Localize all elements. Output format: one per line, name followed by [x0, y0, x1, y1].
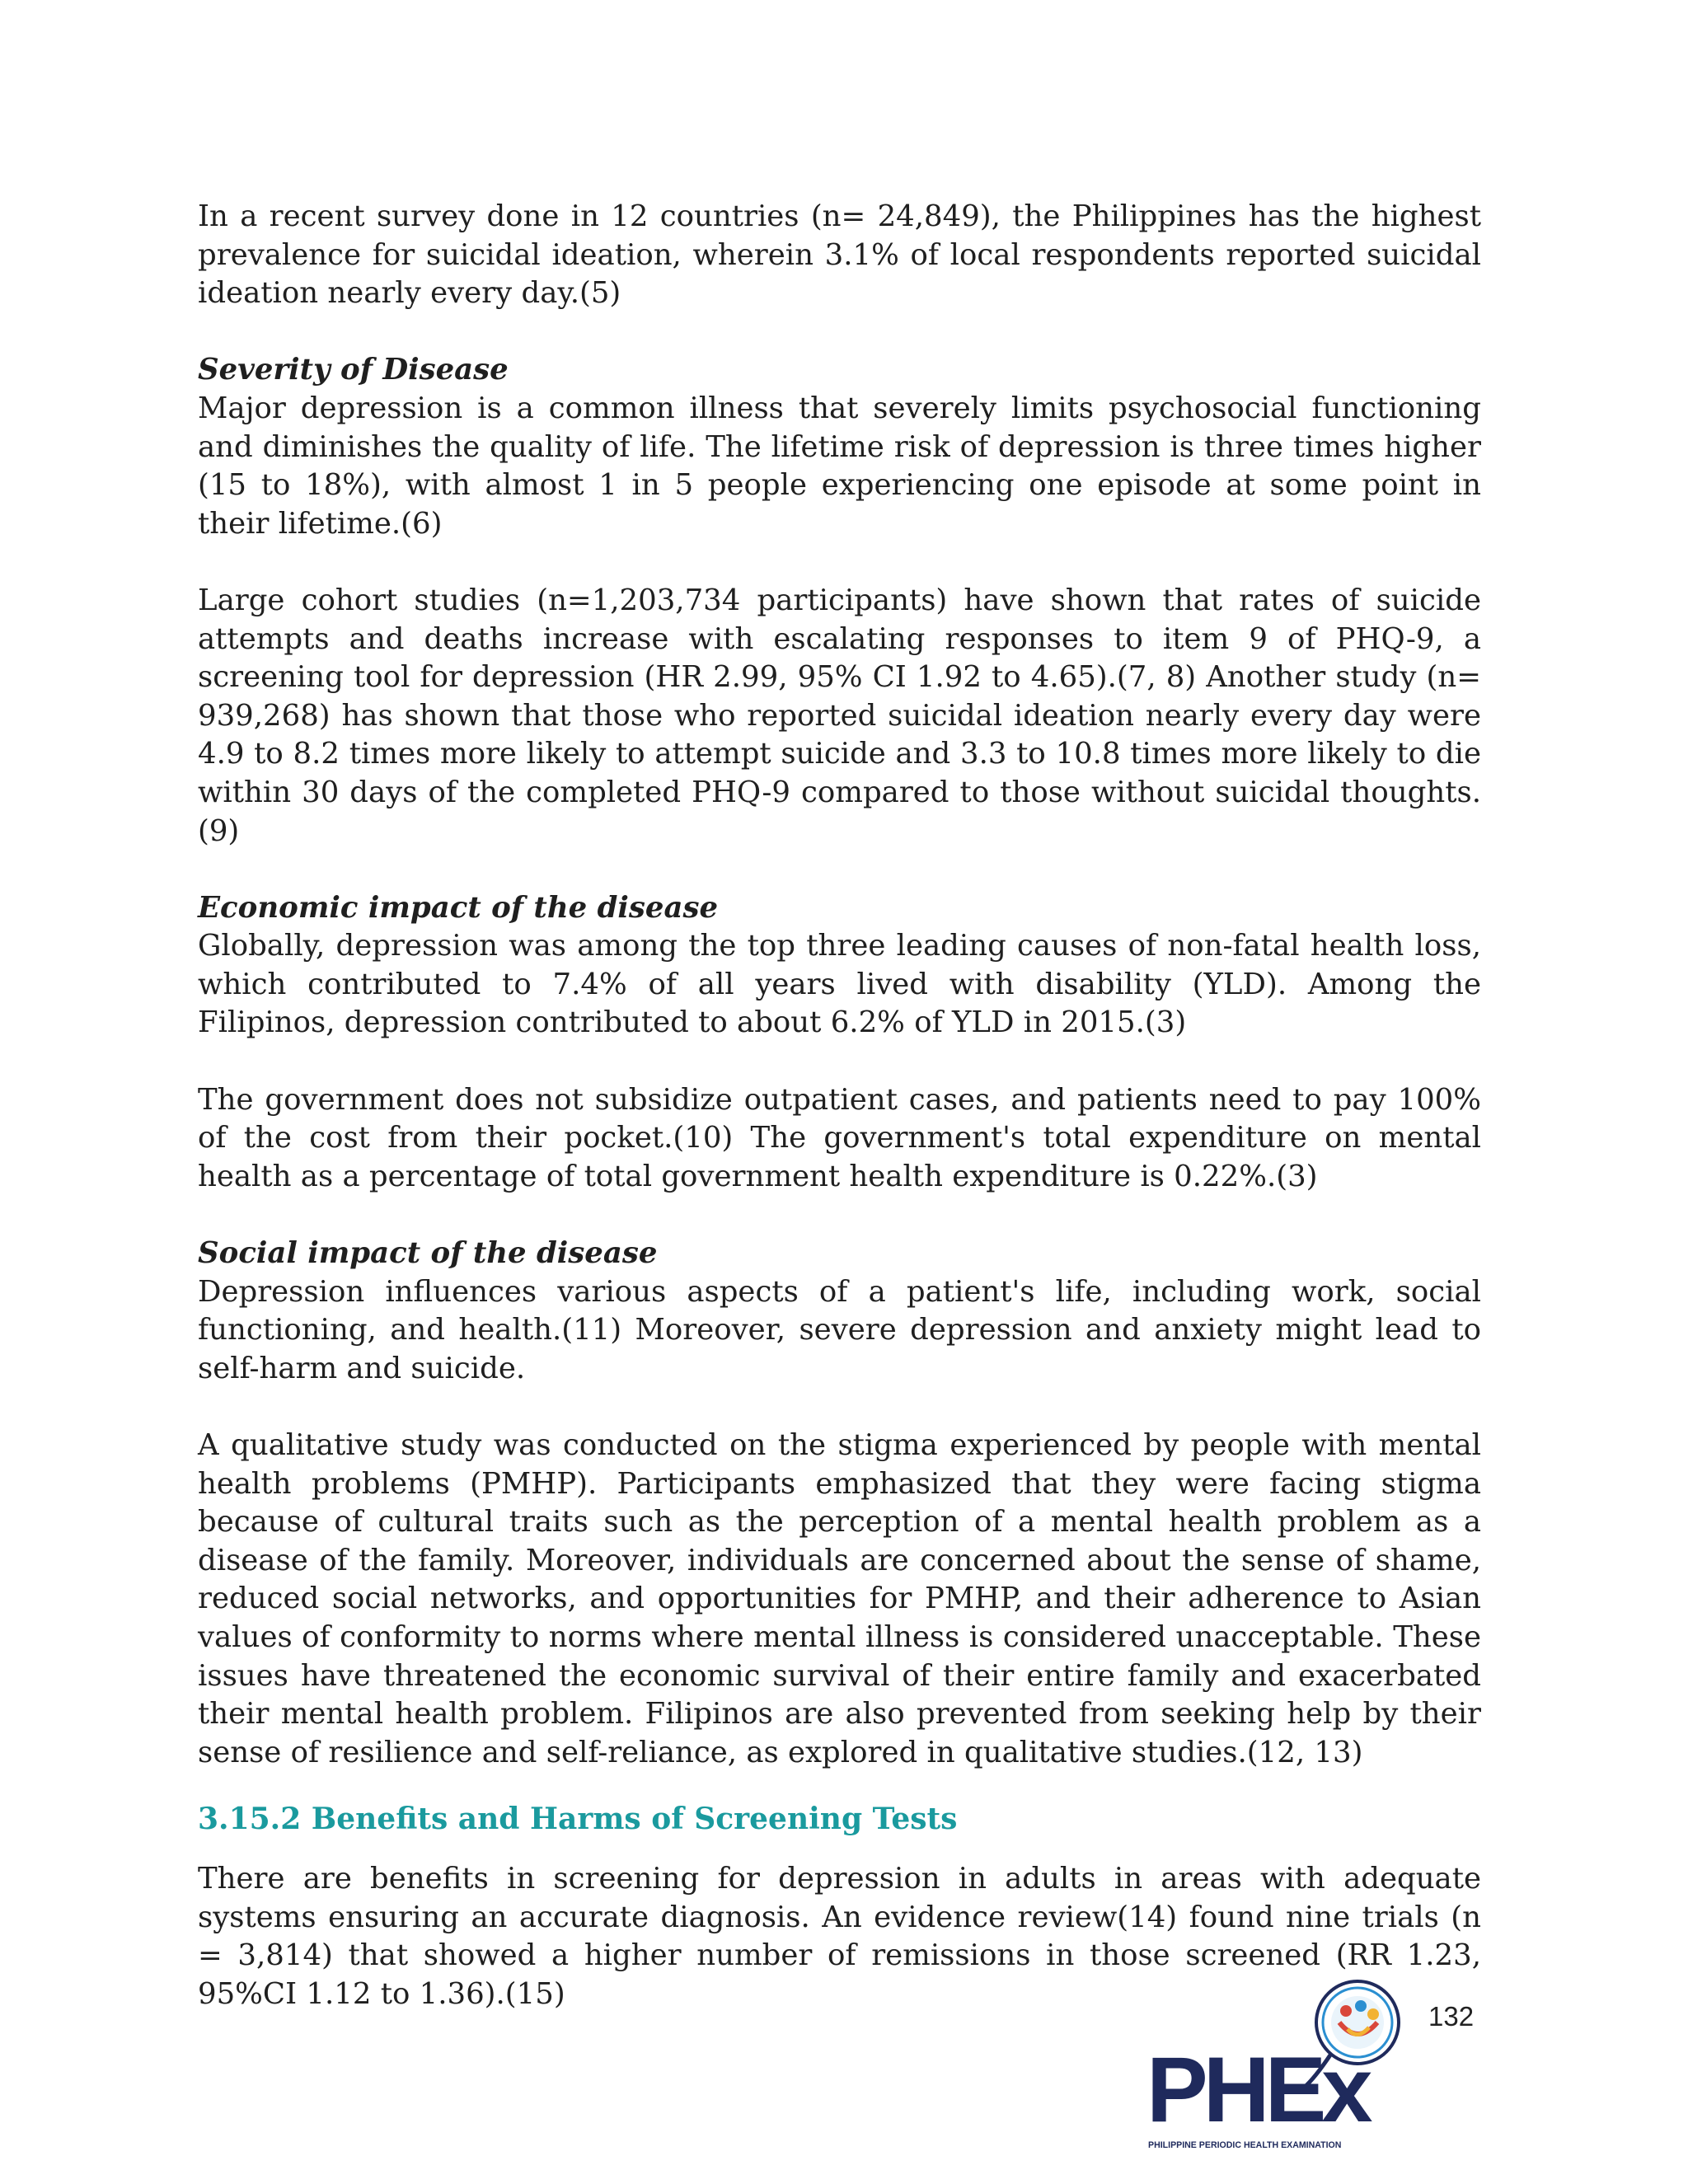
paragraph-social: Depression influences various aspects of a patient's life, including work, social functioning, and health.(11) Moreover, severe depression and anxiety might lead to self-harm and suicide. [198, 1274, 1481, 1385]
paragraph-economic: Globally, depression was among the top three leading causes of non-fatal health loss, which contributed to 7.4% of all years lived with disability (YLD). Among the Filipinos, depression contributed to about 6.2% of YLD in 2015.(3) [198, 929, 1481, 1040]
page-number: 132 [1428, 2001, 1475, 2032]
paragraph-cohort-studies: Large cohort studies (n=1,203,734 participants) have shown that rates of suicide attempts and deaths increase with escalating responses to item 9 of PHQ-9, a screening tool for depression (HR 2.99, 95% CI 1.92 to 4.65).(7, 8) Another study (n= 939,268) has shown that those who reported suicidal ideation nearly every day were 4.9 to 8.2 times more likely to attempt suicide and 3.3 to 10.8 times more likely to die within 30 days of the completed PHQ-9 compared to those without suicidal thoughts.(9) [198, 583, 1481, 848]
paragraph-suicidal-ideation: In a recent survey done in 12 countries (n= 24,849), the Philippines has the highest prevalence for suicidal ideation, wherein 3.1% of local respondents reported suicidal ideation nearly every day.(5) [198, 199, 1481, 311]
logo-wordmark: PHEx [1146, 2038, 1368, 2141]
heading-economic: Economic impact of the disease [198, 890, 719, 925]
paragraph-government: The government does not subsidize outpatient cases, and patients need to pay 100% of the cost from their pocket.(10) The government's total expenditure on mental health as a percentage of total government health expenditure is 0.22%.(3) [198, 1082, 1481, 1193]
logo-subtitle: PHILIPPINE PERIODIC HEALTH EXAMINATION [1148, 2140, 1342, 2150]
section-heading-benefits: 3.15.2 Benefits and Harms of Screening Tests [198, 1802, 958, 1837]
heading-social: Social impact of the disease [198, 1236, 658, 1271]
paragraph-severity: Major depression is a common illness that severely limits psychosocial functioning and diminishes the quality of life. The lifetime risk of depression is three times higher (15 to 18%), with almost 1 in 5 people experiencing one episode at some point in their lifetime.(6) [198, 391, 1481, 541]
heading-severity: Severity of Disease [198, 353, 509, 387]
paragraph-stigma: A qualitative study was conducted on the stigma experienced by people with mental health problems (PMHP). Participants emphasized that they were facing stigma because of cultural traits such as the perception of a mental health problem as a disease of the family. Moreover, individuals are concerned about the sense of shame, reduced social networks, and opportunities for PMHP, and their adherence to Asian values of conformity to norms where mental illness is considered unacceptable. These issues have threatened the economic survival of their entire family and exacerbated their mental health problem. Filipinos are also prevented from seeking help by their sense of resilience and self-reliance, as explored in qualitative studies.(12, 13) [198, 1428, 1481, 1769]
phex-logo [1142, 1980, 1405, 2153]
document-body [198, 198, 1481, 2013]
paragraph-benefits: There are benefits in screening for depression in adults in areas with adequate systems ensuring an accurate diagnosis. An evidence review(14) found nine trials (n = 3,814) that showed a higher number of remissions in those screened (RR 1.23, 95%CI 1.12 to 1.36).(15) [198, 1861, 1481, 2011]
